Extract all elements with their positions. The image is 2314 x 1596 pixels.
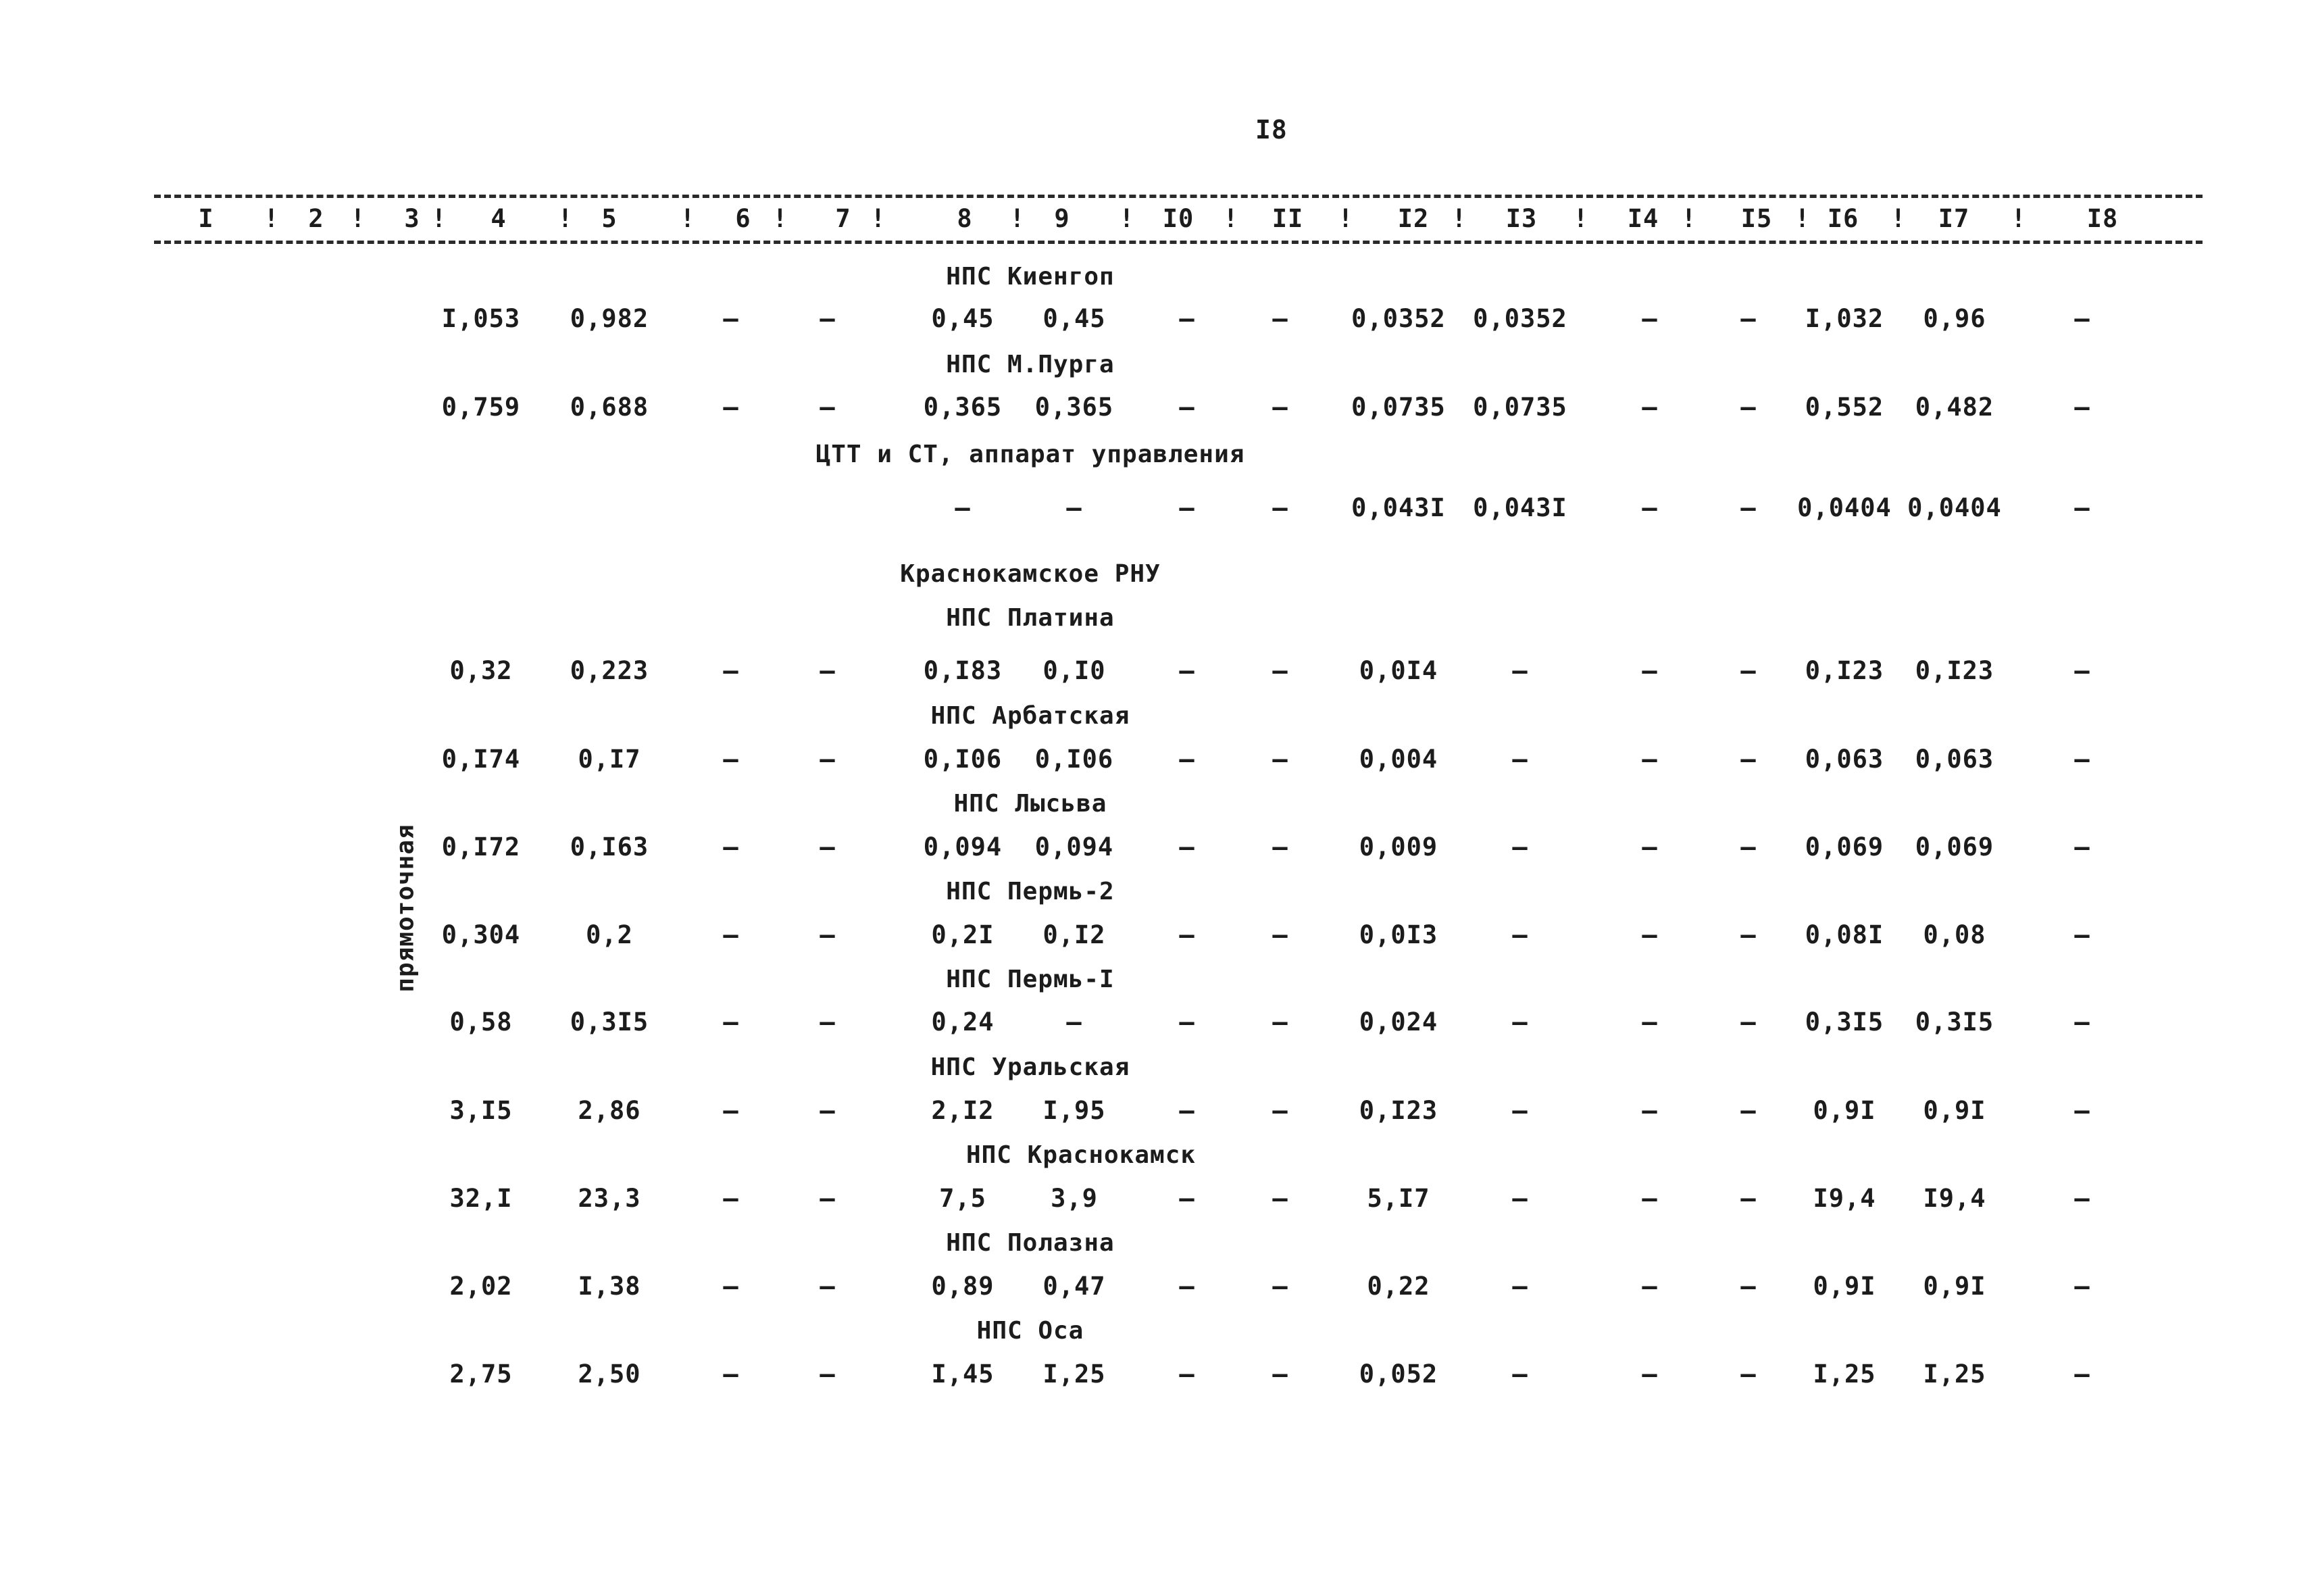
table-cell: – [1272, 304, 1288, 333]
table-cell: I9,4 [1813, 1184, 1876, 1213]
table-cell: 0,052 [1359, 1360, 1438, 1389]
section-title: НПС Лысьва [953, 790, 1107, 818]
column-header: I5 [1740, 204, 1773, 233]
table-cell: – [1179, 1007, 1195, 1037]
table-cell: 0,45 [931, 304, 995, 333]
table-cell: 0,96 [1923, 304, 1986, 333]
table-cell: 0,22 [1367, 1272, 1430, 1301]
section-title: ЦТТ и СТ, аппарат управления [815, 441, 1245, 468]
header-bottom-rule [154, 241, 2203, 244]
side-label: прямоточная [391, 824, 420, 993]
table-cell: 0,365 [1034, 393, 1114, 422]
table-cell: 0,024 [1359, 1007, 1438, 1037]
table-cell: 0,0352 [1351, 304, 1446, 333]
table-cell: – [1179, 493, 1195, 522]
table-cell: I,25 [1042, 1360, 1106, 1389]
table-cell: – [1512, 1272, 1528, 1301]
table-cell: – [1740, 656, 1757, 685]
table-cell: – [820, 393, 836, 422]
table-cell: – [820, 1360, 836, 1389]
table-cell: – [1179, 1360, 1195, 1389]
table-cell: – [2074, 1096, 2090, 1125]
table-cell: – [1179, 304, 1195, 333]
table-cell: 0,304 [441, 920, 521, 949]
table-cell: – [723, 1272, 739, 1301]
table-cell: 0,069 [1805, 832, 1884, 862]
header-top-rule [154, 195, 2203, 198]
table-cell: – [1179, 832, 1195, 862]
table-cell: – [820, 304, 836, 333]
table-cell: – [1740, 493, 1757, 522]
table-cell: – [1066, 1007, 1082, 1037]
table-cell: 0,I7 [578, 745, 641, 774]
section-title: НПС Полазна [946, 1229, 1115, 1257]
table-cell: – [1642, 1360, 1658, 1389]
table-cell: 0,9I [1923, 1096, 1986, 1125]
table-cell: 0,58 [449, 1007, 513, 1037]
table-cell: 0,0404 [1907, 493, 2002, 522]
table-cell: 0,I06 [923, 745, 1003, 774]
table-cell: – [820, 1007, 836, 1037]
table-cell: 23,3 [578, 1184, 641, 1213]
table-cell: 0,0735 [1351, 393, 1446, 422]
table-cell: 0,043I [1351, 493, 1446, 522]
table-cell: 0,24 [931, 1007, 995, 1037]
table-cell: 0,063 [1915, 745, 1994, 774]
column-header: I [198, 204, 214, 233]
table-cell: I,25 [1923, 1360, 1986, 1389]
column-separator: ! [1573, 204, 1589, 233]
table-cell: 2,75 [449, 1360, 513, 1389]
table-cell: – [1179, 393, 1195, 422]
table-cell: I,95 [1042, 1096, 1106, 1125]
table-cell: – [1272, 493, 1288, 522]
table-cell: 0,043I [1473, 493, 1567, 522]
table-cell: 0,I72 [441, 832, 521, 862]
table-cell: 0,I74 [441, 745, 521, 774]
table-cell: 0,I83 [923, 656, 1003, 685]
table-cell: – [1512, 832, 1528, 862]
table-cell: 0,08I [1805, 920, 1884, 949]
table-cell: – [1272, 393, 1288, 422]
column-separator: ! [680, 204, 696, 233]
column-separator: ! [1681, 204, 1697, 233]
table-cell: – [1642, 920, 1658, 949]
table-cell: 2,02 [449, 1272, 513, 1301]
column-header: 3 [404, 204, 420, 233]
table-cell: – [1272, 832, 1288, 862]
table-cell: – [723, 1096, 739, 1125]
table-cell: – [820, 832, 836, 862]
column-separator: ! [870, 204, 886, 233]
table-cell: – [723, 304, 739, 333]
table-cell: – [1512, 656, 1528, 685]
table-cell: – [2074, 920, 2090, 949]
table-cell: – [1179, 1096, 1195, 1125]
table-cell: – [955, 493, 971, 522]
column-separator: ! [1223, 204, 1239, 233]
table-cell: I,25 [1813, 1360, 1876, 1389]
table-cell: – [1740, 745, 1757, 774]
section-title: НПС Киенгоп [946, 263, 1115, 291]
column-separator: ! [431, 204, 447, 233]
table-cell: 0,009 [1359, 832, 1438, 862]
table-cell: – [1642, 832, 1658, 862]
table-cell: – [1066, 493, 1082, 522]
table-cell: – [820, 745, 836, 774]
column-header: 7 [835, 204, 851, 233]
table-cell: – [1740, 832, 1757, 862]
table-cell: 0,9I [1923, 1272, 1986, 1301]
section-title: НПС Оса [976, 1317, 1084, 1345]
table-cell: – [1272, 1096, 1288, 1125]
column-separator: ! [1119, 204, 1135, 233]
table-cell: 0,08 [1923, 920, 1986, 949]
table-cell: – [1642, 1184, 1658, 1213]
column-header: 4 [491, 204, 507, 233]
table-cell: – [2074, 393, 2090, 422]
table-cell: – [1179, 745, 1195, 774]
table-cell: – [2074, 1007, 2090, 1037]
section-title: НПС Платина [946, 604, 1115, 632]
table-cell: – [1642, 1096, 1658, 1125]
table-cell: – [1740, 1184, 1757, 1213]
column-separator: ! [1338, 204, 1354, 233]
table-cell: 0,I23 [1915, 656, 1994, 685]
table-cell: 0,I06 [1034, 745, 1114, 774]
column-header: 5 [601, 204, 618, 233]
table-cell: – [1179, 920, 1195, 949]
table-cell: – [723, 1360, 739, 1389]
table-cell: – [2074, 745, 2090, 774]
table-cell: 0,3I5 [1805, 1007, 1884, 1037]
table-cell: – [1512, 1360, 1528, 1389]
section-title: НПС Арбатская [930, 702, 1130, 730]
table-cell: 3,9 [1051, 1184, 1098, 1213]
table-cell: 0,9I [1813, 1096, 1876, 1125]
column-header: 9 [1054, 204, 1070, 233]
table-cell: 0,063 [1805, 745, 1884, 774]
table-cell: I,053 [441, 304, 521, 333]
column-header: 2 [308, 204, 324, 233]
table-cell: – [820, 1272, 836, 1301]
table-cell: 0,004 [1359, 745, 1438, 774]
table-cell: – [723, 920, 739, 949]
page-number: I8 [1255, 115, 1288, 145]
table-cell: 0,069 [1915, 832, 1994, 862]
table-cell: I,38 [578, 1272, 641, 1301]
table-cell: 0,0735 [1473, 393, 1567, 422]
table-cell: 0,482 [1915, 393, 1994, 422]
table-cell: – [820, 920, 836, 949]
table-cell: 0,0404 [1797, 493, 1892, 522]
table-cell: 0,759 [441, 393, 521, 422]
table-cell: 0,32 [449, 656, 513, 685]
column-separator: ! [350, 204, 366, 233]
table-cell: – [1272, 1272, 1288, 1301]
table-cell: 0,094 [923, 832, 1003, 862]
table-cell: – [1272, 1360, 1288, 1389]
table-cell: 2,50 [578, 1360, 641, 1389]
table-cell: 0,365 [923, 393, 1003, 422]
column-separator: ! [1890, 204, 1907, 233]
table-cell: 0,I2 [1042, 920, 1106, 949]
table-cell: 2,I2 [931, 1096, 995, 1125]
table-cell: 0,I0 [1042, 656, 1106, 685]
table-cell: – [2074, 1360, 2090, 1389]
table-cell: 32,I [449, 1184, 513, 1213]
table-cell: – [1512, 1096, 1528, 1125]
table-cell: – [1740, 304, 1757, 333]
table-cell: – [1642, 393, 1658, 422]
column-header: I6 [1827, 204, 1859, 233]
table-cell: – [820, 1184, 836, 1213]
table-cell: – [1512, 920, 1528, 949]
column-separator: ! [1794, 204, 1811, 233]
column-header: I3 [1505, 204, 1538, 233]
table-cell: 0,0I4 [1359, 656, 1438, 685]
section-title: НПС Пермь-I [946, 966, 1115, 993]
table-cell: 0,0352 [1473, 304, 1567, 333]
table-cell: – [723, 832, 739, 862]
table-cell: 0,2 [586, 920, 633, 949]
section-title: НПС Уральская [930, 1053, 1130, 1081]
table-cell: I,45 [931, 1360, 995, 1389]
table-cell: – [1642, 1272, 1658, 1301]
table-cell: – [1512, 745, 1528, 774]
column-separator: ! [2011, 204, 2027, 233]
table-cell: 7,5 [939, 1184, 986, 1213]
table-cell: – [1740, 1360, 1757, 1389]
table-cell: – [2074, 493, 2090, 522]
table-cell: – [1642, 493, 1658, 522]
table-cell: – [1642, 656, 1658, 685]
table-cell: 0,094 [1034, 832, 1114, 862]
table-cell: – [1179, 1184, 1195, 1213]
table-cell: – [1272, 745, 1288, 774]
column-header: I8 [2086, 204, 2119, 233]
table-cell: 0,3I5 [570, 1007, 649, 1037]
table-cell: – [1179, 1272, 1195, 1301]
column-header: 6 [735, 204, 751, 233]
table-cell: – [1512, 1184, 1528, 1213]
section-title: НПС М.Пурга [946, 351, 1115, 378]
column-header: I7 [1938, 204, 1970, 233]
table-cell: 0,552 [1805, 393, 1884, 422]
table-cell: 0,3I5 [1915, 1007, 1994, 1037]
column-header: 8 [957, 204, 973, 233]
table-cell: – [1642, 745, 1658, 774]
column-separator: ! [1451, 204, 1467, 233]
table-cell: – [2074, 1272, 2090, 1301]
table-cell: 5,I7 [1367, 1184, 1430, 1213]
table-cell: – [820, 656, 836, 685]
table-cell: I,032 [1805, 304, 1884, 333]
column-separator: ! [772, 204, 788, 233]
table-cell: – [723, 393, 739, 422]
table-cell: 2,86 [578, 1096, 641, 1125]
table-cell: 0,I23 [1805, 656, 1884, 685]
table-cell: – [2074, 832, 2090, 862]
table-cell: – [723, 1007, 739, 1037]
table-cell: – [1272, 1184, 1288, 1213]
table-cell: – [1740, 1007, 1757, 1037]
table-cell: – [1642, 304, 1658, 333]
table-cell: 0,89 [931, 1272, 995, 1301]
table-cell: – [723, 1184, 739, 1213]
table-cell: – [1740, 1272, 1757, 1301]
table-cell: – [1740, 393, 1757, 422]
column-header: I0 [1162, 204, 1194, 233]
section-title: НПС Краснокамск [965, 1141, 1197, 1169]
table-cell: 0,47 [1042, 1272, 1106, 1301]
table-cell: – [2074, 656, 2090, 685]
column-header: I2 [1397, 204, 1430, 233]
table-cell: – [1272, 920, 1288, 949]
table-cell: – [1512, 1007, 1528, 1037]
table-cell: I9,4 [1923, 1184, 1986, 1213]
table-cell: – [2074, 304, 2090, 333]
table-cell: – [1740, 920, 1757, 949]
table-cell: – [723, 745, 739, 774]
column-header: II [1272, 204, 1304, 233]
table-cell: – [820, 1096, 836, 1125]
column-separator: ! [263, 204, 280, 233]
table-cell: – [1272, 656, 1288, 685]
section-title: Краснокамское РНУ [900, 560, 1161, 588]
table-cell: 0,2I [931, 920, 995, 949]
table-cell: 0,9I [1813, 1272, 1876, 1301]
table-cell: – [1740, 1096, 1757, 1125]
table-cell: 0,0I3 [1359, 920, 1438, 949]
table-cell: 0,I63 [570, 832, 649, 862]
table-cell: 0,982 [570, 304, 649, 333]
section-title: НПС Пермь-2 [946, 878, 1115, 905]
table-cell: 0,688 [570, 393, 649, 422]
table-cell: – [1642, 1007, 1658, 1037]
table-cell: 3,I5 [449, 1096, 513, 1125]
column-separator: ! [557, 204, 574, 233]
table-cell: 0,I23 [1359, 1096, 1438, 1125]
table-cell: 0,223 [570, 656, 649, 685]
column-separator: ! [1009, 204, 1026, 233]
column-header: I4 [1627, 204, 1659, 233]
table-cell: 0,45 [1042, 304, 1106, 333]
table-cell: – [2074, 1184, 2090, 1213]
table-cell: – [723, 656, 739, 685]
table-cell: – [1179, 656, 1195, 685]
table-cell: – [1272, 1007, 1288, 1037]
